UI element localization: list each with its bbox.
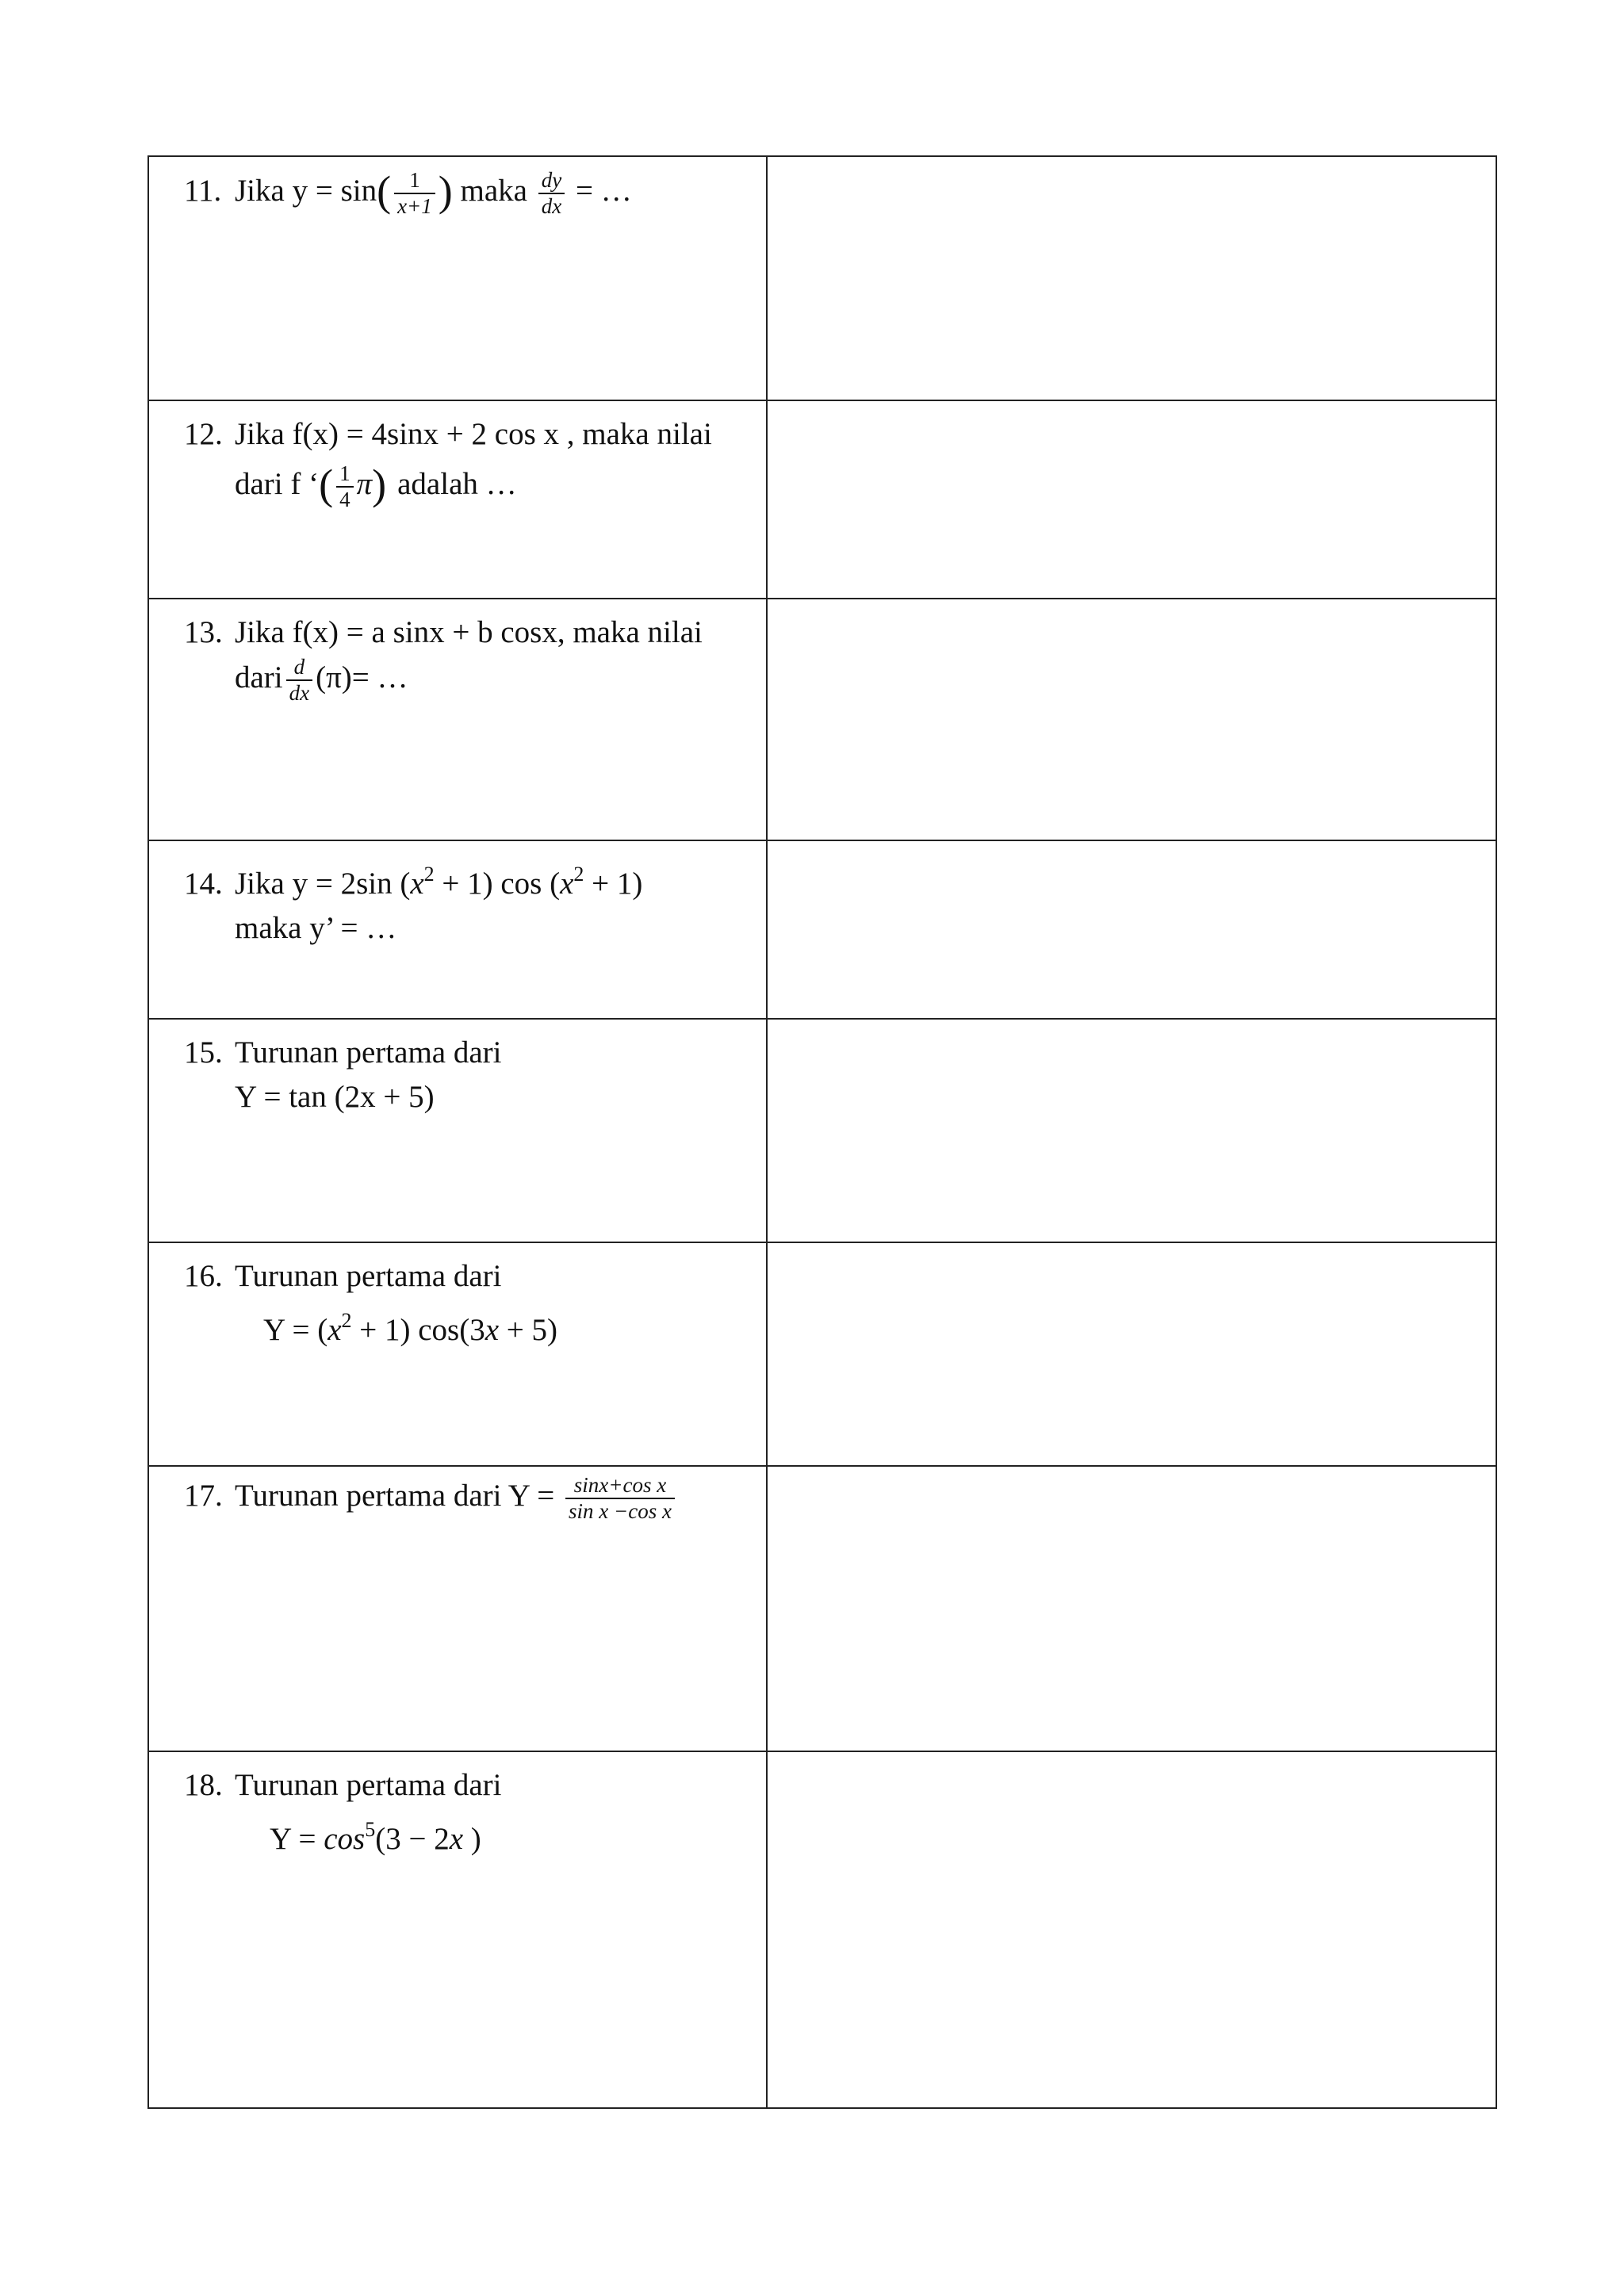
- answer-cell-18[interactable]: [767, 1751, 1496, 2108]
- fraction: $\frac{1}{4}$: [336, 461, 354, 512]
- question-text: Jika f(x) = a sinx + b cosx, maka nilai: [235, 615, 703, 649]
- question-cell-18: [148, 1751, 767, 2108]
- question-18: 18. Turunan pertama dari $Y = \cos^5(3 - 2x$ ): [149, 1752, 766, 1862]
- answer-cell-17[interactable]: [767, 1466, 1496, 1751]
- question-cell-16: [148, 1242, 767, 1466]
- question-number: 17.: [184, 1478, 223, 1513]
- table-row: [148, 1019, 1496, 1242]
- answer-cell-15[interactable]: [767, 1019, 1496, 1242]
- question-cell-11: [148, 156, 767, 400]
- question-cell-12: [148, 400, 767, 599]
- fraction: $\frac{d}{dx}$: [286, 655, 312, 706]
- fraction: $\frac{\text{sinx+cos x}}{\text{sin x −cos x}}$: [565, 1473, 675, 1524]
- question-cell-13: [148, 599, 767, 840]
- question-text: Turunan pertama dari: [235, 1259, 502, 1293]
- question-text: Turunan pertama dari Y =: [235, 1478, 555, 1513]
- question-text: Turunan pertama dari: [235, 1768, 502, 1802]
- question-cell-15: [148, 1019, 767, 1242]
- question-17: [149, 1467, 766, 1524]
- answer-cell-14[interactable]: [767, 840, 1496, 1019]
- table-row: [148, 156, 1496, 400]
- question-16: 16. Turunan pertama dari $Y = (x^2 + 1) \cos(3x + 5)$: [149, 1243, 766, 1353]
- answer-cell-16[interactable]: [767, 1242, 1496, 1466]
- fraction: $\frac{1}{x+1}$: [394, 168, 435, 219]
- answer-cell-11[interactable]: [767, 156, 1496, 400]
- answer-cell-13[interactable]: [767, 599, 1496, 840]
- table-row: [148, 1751, 1496, 2108]
- question-number: 11.: [184, 173, 222, 208]
- question-12: 12. Jika f(x) = 4sinx + 2 cos x , maka nilai dari f ‘( $\frac{1}{4}$ π) adalah …: [149, 401, 766, 512]
- question-13: 13. Jika f(x) = a sinx + b cosx, maka nilai dari $\frac{d}{dx}$ (π)= …: [149, 599, 766, 706]
- answer-cell-12[interactable]: [767, 400, 1496, 599]
- table-row: [148, 400, 1496, 599]
- question-cell-17: [148, 1466, 767, 1751]
- question-text: Jika y = 2sin (: [235, 867, 411, 901]
- table-row: [148, 1242, 1496, 1466]
- fraction: $\frac{dy}{dx}$: [538, 168, 565, 219]
- question-15: 15. Turunan pertama dari Y = tan (2x + 5): [149, 1020, 766, 1119]
- table-row: [148, 840, 1496, 1019]
- question-number: 15.: [184, 1035, 223, 1070]
- question-11: 11. Jika y = sin( $\frac{1}{x+1}$ ) maka $\frac{dy}{dx}$ = …: [184, 166, 632, 218]
- table-row: [148, 599, 1496, 840]
- question-number: 13.: [184, 615, 223, 649]
- question-number: 16.: [184, 1259, 223, 1293]
- table-row: [148, 1466, 1496, 1751]
- question-text: Jika f(x) = 4sinx + 2 cos x , maka nilai: [235, 417, 712, 451]
- question-text: Jika y = sin: [235, 173, 377, 208]
- question-text: Turunan pertama dari: [235, 1035, 502, 1070]
- question-number: 14.: [184, 867, 223, 901]
- question-number: 12.: [184, 417, 223, 451]
- question-number: 18.: [184, 1768, 223, 1802]
- question-table: [147, 155, 1497, 2109]
- question-cell-14: [148, 840, 767, 1019]
- question-14: 14. Jika y = 2sin $(x^2 + 1)$ $\cos (x^2 + 1)$ maka y’ = …: [184, 863, 643, 945]
